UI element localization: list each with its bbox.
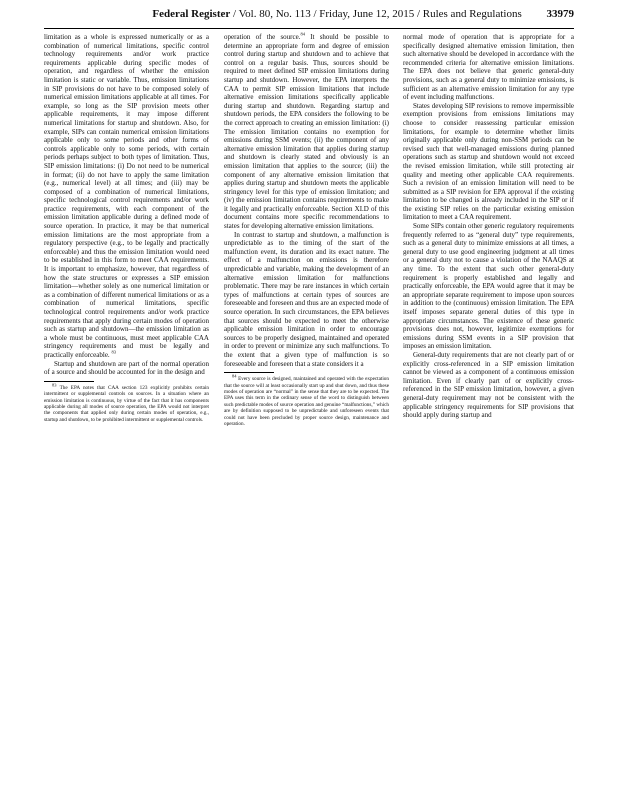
page-number: 33979 xyxy=(546,8,574,20)
paragraph: General-duty requirements that are not clearly part of or explicitly cross-referenced in a SIP emission limitation cannot be viewed as a component of a continuous emission limitation. Even if clearly part of or explicitly cross-referenced in the SIP emission limitation, however, a given general-duty requirement may not be consistent with the applicable stringency requirements for SIP provisions that should apply during startup and xyxy=(403,350,574,420)
column-2 xyxy=(224,33,389,427)
paragraph: In contrast to startup and shutdown, a malfunction is unpredictable as to the timing of the start of the malfunction event, its duration and its exact nature. The effect of a malfunction on emissions is therefore unpredictable and variable, making the development of an alternative emission limitation for malfunctions problematic. There may be rare instances in which certain types of malfunctions at certain types of sources are foreseeable and foreseen and thus are an expected mode of source operation. In such circumstances, the EPA believes that sources should be expected to meet the otherwise applicable emission limitation in order to encourage sources to be properly designed, maintained and operated in order to prevent or minimize any such malfunctions. To the extent that a given type of malfunction is so foreseeable and foreseen that a state considers it a xyxy=(224,230,389,368)
paragraph xyxy=(44,33,209,360)
header-citation: / Vol. 80, No. 113 / Friday, June 12, 2015 / Rules and Regulations xyxy=(233,8,522,20)
footnote-83 xyxy=(44,382,210,423)
paragraph: Some SIPs contain other generic regulatory requirements frequently referred to as “general duty” type requirements, such as a general duty to minimize emissions at all times, a general duty to use good engineering judgment at all times or a general duty not to cause a violation of the NAAQS at any time. To the extent that such other general-duty requirement is properly established and legally and practically enforceable, the EPA would agree that it may be an appropriate separate requirement to impose upon sources in addition to the (continuous) emission limitation. The EPA itself imposes separate general duties of this type in appropriate circumstances. The existence of these generic provisions does not, however, legitimize exemptions for emissions during SSM events in a SIP provision that imposes an emission limitation. xyxy=(403,222,574,351)
header-rule xyxy=(44,28,574,29)
page-header xyxy=(44,8,574,24)
paragraph: normal mode of operation that is appropriate for a specifically designed alternative emission limitation, then such alternative should be developed in accordance with the recommended criteria for alternative emission limitations. The EPA does not believe that generic general-duty provisions, such as a general duty to minimize emissions, is sufficient as an alternative emission limitation for any type of event including malfunctions. xyxy=(403,33,574,102)
footnote-text: The EPA notes that CAA section 123 explicitly prohibits certain intermittent or supplemental controls on sources. In a situation where an emission limitation is continuous, by virtue of the fact that it has components applicable during all modes of source operation, the EPA would not interpret the components that applied only during certain modes of operation, e.g., startup and shutdown, to be prohibited intermittent or supplemental controls. xyxy=(44,384,210,423)
footnote-84 xyxy=(224,373,389,427)
footnote xyxy=(44,382,210,423)
footnote-reference[interactable]: 84 xyxy=(300,31,305,37)
footnote-number: 83 xyxy=(52,382,57,388)
column-3 xyxy=(403,33,574,420)
paragraph: States developing SIP revisions to remove impermissible exemption provisions from emissions limitations may choose to consider reassessing particular emission limitations, for example to determine whether limits originally applicable only during non-SSM periods can be revised such that well-managed emissions during planned operations such as startup and shutdown would not exceed the revised emission limitation, while still protecting air quality and meeting other applicable CAA requirements. Such a revision of an emission limitation will need to be submitted as a SIP revision for EPA approval if the existing limitation to be changed is already included in the SIP or if the existing SIP relies on the particular existing emission limitation to meet a CAA requirement. xyxy=(403,101,574,222)
publication-title: Federal Register xyxy=(152,8,231,20)
paragraph-text: It should be possible to determine an appropriate form and degree of emission control during startup and shutdown and to achieve that control on a regular basis. Thus, sources should be required to meet defined SIP emission limitations during startup and shutdown. However, the EPA interprets the CAA to permit SIP emission limitations that include alternative emission limitations specifically applicable during startup and shutdown. Regarding startup and shutdown periods, the EPA considers the following to be the correct approach to creating an emission limitation: (i) The emission limitation contains no exemption for emissions during SSM events; (ii) the component of any alternative emission limitation that applies during startup and shutdown is clearly stated and obviously is an emission limitation that applies to the source; (iii) the component of any alternative emission limitation that applies during startup and shutdown meets the applicable stringency level for this type of emission limitation; and (iv) the emission limitation contains requirements to make it legally and practically enforceable. Section XI.D of this document contains more specific recommendations to states for developing alternative emission limitations. xyxy=(224,33,389,231)
footnote-number: 84 xyxy=(232,373,237,379)
paragraph-text: operation of the source. xyxy=(224,33,301,41)
paragraph: Startup and shutdown are part of the normal operation of a source and should be accounted for in the design and xyxy=(44,359,209,377)
footnote-reference[interactable]: 83 xyxy=(111,349,116,355)
column-1 xyxy=(44,33,209,423)
paragraph xyxy=(224,33,389,231)
footnote-text: Every source is designed, maintained and operated with the expectation that the source will at least occasionally start up and shut down, and thus these modes of operation are “normal” in the sense that they are to be expected. The EPA uses this term in the ordinary sense of the word to distinguish between such predictable modes of source operation and genuine “malfunctions,” which are by definition supposed to be unpredictable and unforeseen events that could not have been precluded by proper source design, maintenance and operation. xyxy=(224,376,389,427)
paragraph-text: limitation as a whole is expressed numerically or as a combination of numerical limitations, specific control technology requirements and/or work practice requirements applicable during specific modes of operation, and regardless of whether the emission limitation is static or variable. Thus, emission limitations in SIP provisions do not have to be composed solely of numerical emission limitations applicable at all times. For example, so long as the SIP provision meets other applicable requirements, it may impose different numerical limitations for startup and shutdown. Also, for example, SIPs can contain numerical emission limitations applicable only to some periods and other forms of controls applicable only to some periods, with certain periods perhaps subject to both types of limitation. Thus, SIP emission limitations: (i) Do not need to be numerical in format; (ii) do not have to apply the same limitation (e.g., numerical level) at all times; and (iii) may be composed of a combination of numerical limitations, specific technological control requirements and/or work practice requirements, with each component of the emission limitation applicable during a defined mode of source operation. In practice, it may be that numerical emission limitations are the most appropriate from a regulatory perspective (e.g., to be legally and practically enforceable) and thus the emission limitation would need to be established in this form to meet CAA requirements. It is important to emphasize, however, that regardless of how the state structures or expresses a SIP emission limitation—whether solely as one numerical limitation or as a combination of different numerical limitations or as a combination of numerical limitations, specific technological control requirements and/or work practice requirements that apply during certain modes of operation such as startup and shutdown—the emission limitation as a whole must be continuous, must meet applicable CAA stringency requirements and must be legally and practically enforceable. xyxy=(44,33,209,359)
footnote xyxy=(224,373,389,427)
